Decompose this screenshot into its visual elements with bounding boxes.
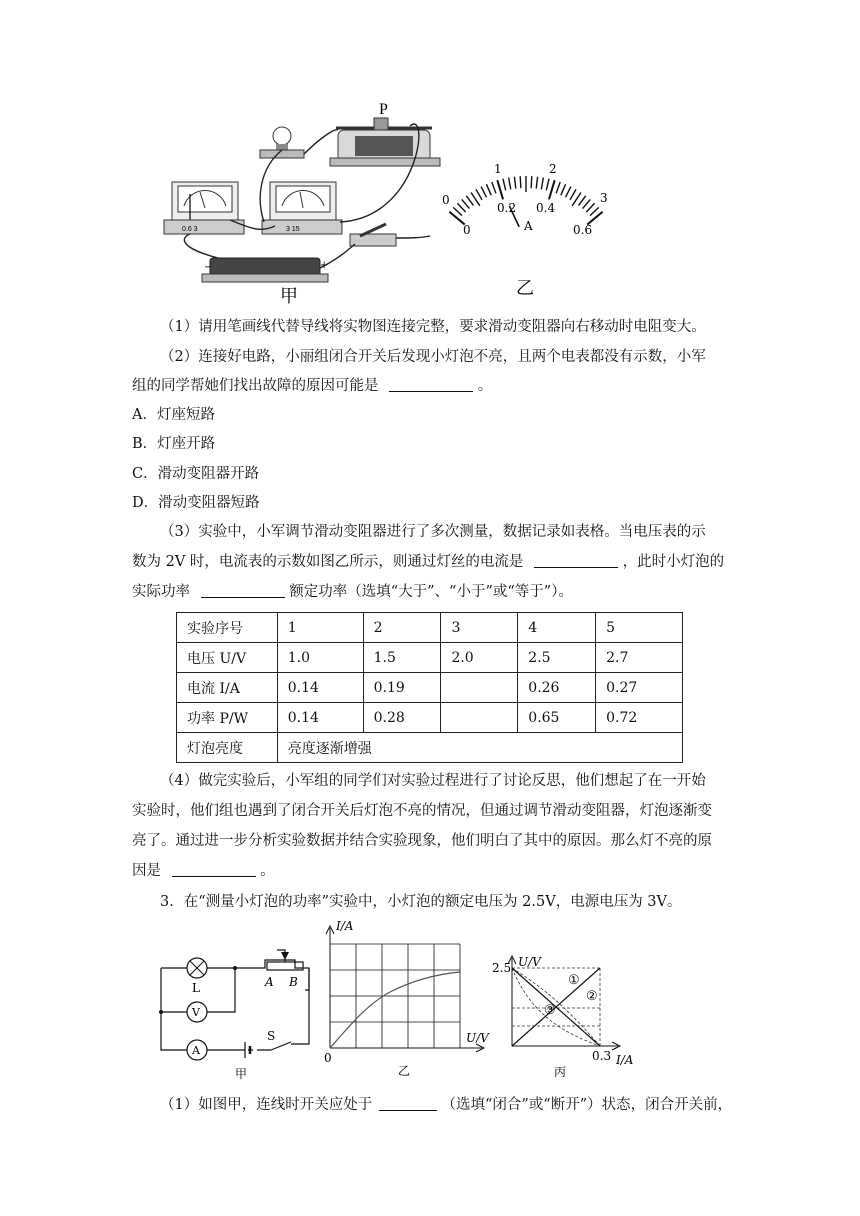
q3-line2-end: ，此时小灯泡的 [622, 554, 725, 570]
lamp-symbol [187, 958, 207, 978]
table-cell: 1 [277, 613, 363, 643]
table-row [177, 643, 683, 673]
option-d: D．滑动变阻器短路 [132, 495, 260, 511]
dial-tick [486, 184, 491, 195]
table-cell: 电压 U/V [177, 643, 278, 673]
table-cell: 0.72 [596, 703, 683, 733]
rheostat-b-label: B [289, 975, 298, 989]
dial-tick [549, 180, 555, 199]
table-cell: 5 [596, 613, 683, 643]
table-cell [441, 673, 518, 703]
graph-bing-caption: 丙 [554, 1065, 567, 1079]
dial-tick [590, 207, 599, 215]
q2-line1: （2）连接好电路，小丽组闭合开关后发现小灯泡不亮，且两个电表都没有示数，小军 [160, 349, 706, 365]
graph-yi-caption: 乙 [398, 1064, 411, 1078]
ammeter-symbol [187, 1040, 207, 1060]
option-c: C．滑动变阻器开路 [132, 466, 260, 482]
circuit-caption: 甲 [235, 1067, 248, 1081]
graph-yi-curve [330, 972, 460, 1048]
graph-yi-xlabel: U/V [466, 1031, 489, 1045]
q2-line2 [132, 371, 492, 401]
q3-power-blank[interactable] [201, 579, 285, 598]
dial-lower-02: 0.2 [497, 201, 517, 215]
q1-text: （1）请用笔画线代替导线将实物图连接完整，要求滑动变阻器向右移动时电阻变大。 [160, 319, 706, 335]
curve-label-3: ③ [544, 1003, 556, 1018]
dial-lower-06: 0.6 [573, 223, 593, 237]
table-cell: 4 [518, 613, 596, 643]
problem-3-stem: 3．在“测量小灯泡的功率”实验中，小灯泡的额定电压为 2.5V，电源电压为 3V。 [160, 894, 682, 910]
figure1-caption-jia: 甲 [280, 286, 298, 307]
dial-tick [583, 199, 591, 208]
table-cell [441, 703, 518, 733]
q3-line3-end: 额定功率（选填“大于”、“小于”或“等于”）。 [289, 584, 573, 600]
table-cell: 2.7 [596, 643, 683, 673]
svg-text:−: − [204, 262, 213, 273]
dial-upper-1: 1 [494, 162, 502, 176]
bulb-device [260, 127, 304, 158]
dial-tick [509, 178, 511, 190]
table-row [177, 613, 683, 643]
ammeter-device [164, 182, 244, 234]
q4-answer-blank[interactable] [172, 858, 256, 877]
graph-bing [490, 952, 640, 1082]
lamp-label: L [192, 981, 200, 995]
q3-line2-text: 数为 2V 时，电流表的示数如图乙所示，则通过灯丝的电流是 [132, 554, 524, 570]
dial-tick [497, 180, 503, 199]
dial-tick [476, 189, 482, 199]
ammeter-terminal-labels: 0.6 3 [182, 226, 198, 233]
table-cell: 实验序号 [177, 613, 278, 643]
table-cell: 3 [441, 613, 518, 643]
graph-bing-ylabel: U/V [518, 955, 541, 969]
table-cell: 0.65 [518, 703, 596, 733]
q3-line3 [132, 577, 573, 607]
option-b: B．灯座开路 [132, 436, 216, 452]
graph-yi-origin: 0 [324, 1051, 332, 1065]
switch-state-blank[interactable] [379, 1092, 437, 1111]
figure1-caption-yi: 乙 [516, 278, 534, 299]
table-cell: 0.26 [518, 673, 596, 703]
final-question-end: （选填“闭合”或“断开”）状态，闭合开关前， [441, 1097, 733, 1113]
dial-tick [546, 179, 549, 191]
table-cell: 2.5 [518, 643, 596, 673]
switch-label: S [267, 1029, 276, 1043]
dial-upper-0: 0 [442, 193, 450, 207]
dial-tick [531, 176, 532, 188]
dial-unit: A [524, 219, 533, 233]
table-cell: 0.19 [363, 673, 441, 703]
table-row [177, 733, 683, 763]
table-cell: 亮度逐渐增强 [277, 733, 682, 763]
q3-line3-text: 实际功率 [132, 584, 190, 600]
voltmeter-label: V [192, 1006, 200, 1019]
table-row [177, 703, 683, 733]
switch-device [350, 224, 396, 246]
graph-yi [318, 918, 498, 1082]
dial-tick [579, 196, 586, 206]
dial-tick [556, 182, 560, 193]
table-row [177, 673, 683, 703]
rheostat-device [330, 101, 440, 166]
dial-tick [520, 176, 521, 188]
dial-tick [453, 207, 462, 215]
table-cell: 电流 I/A [177, 673, 278, 703]
table-cell: 2.0 [441, 643, 518, 673]
final-question-text: （1）如图甲，连线时开关应处于 [160, 1097, 373, 1113]
q4-line4-text: 因是 [132, 863, 161, 879]
graph-yi-ylabel: I/A [336, 919, 354, 933]
dial-upper-2: 2 [549, 162, 557, 176]
option-a: A．灯座短路 [132, 407, 215, 423]
q4-line3: 亮了。通过进一步分析实验数据并结合实验现象，他们明白了其中的原因。那么灯不亮的原 [132, 833, 712, 849]
table-cell: 1.0 [277, 643, 363, 673]
q2-line2-text: 组的同学帮她们找出故障的原因可能是 [132, 378, 379, 394]
table-cell: 功率 P/W [177, 703, 278, 733]
data-table [176, 612, 683, 763]
q4-line1: （4）做完实验后，小军组的同学们对实验过程进行了讨论反思，他们想起了在一开始 [160, 773, 706, 789]
q2-line2-end: 。 [477, 378, 493, 394]
figure-circuit-diagram [155, 938, 315, 1088]
dial-tick [466, 196, 473, 206]
table-cell: 0.27 [596, 673, 683, 703]
curve-label-2: ② [586, 989, 598, 1004]
dial-tick [586, 203, 594, 212]
rheostat-p-label: P [379, 101, 388, 118]
graph-yi-grid [330, 944, 460, 1048]
voltmeter-symbol [187, 1002, 207, 1022]
dial-tick [462, 199, 470, 208]
q4-line2: 实验时，他们组也遇到了闭合开关后灯泡不亮的情况，但通过调节滑动变阻器，灯泡逐渐变 [132, 803, 712, 819]
table-cell: 1.5 [363, 643, 441, 673]
dial-tick [503, 179, 506, 191]
dial-tick [536, 177, 537, 189]
q3-line1: （3）实验中，小军调节滑动变阻器进行了多次测量，数据记录如表格。当电压表的示 [160, 524, 706, 540]
dial-lower-04: 0.4 [536, 201, 556, 215]
voltmeter-terminal-labels: 3 15 [286, 226, 300, 233]
dial-tick [481, 187, 486, 198]
dial-tick [541, 178, 543, 190]
table-cell: 0.14 [277, 703, 363, 733]
graph-bing-xlabel: I/A [616, 1053, 634, 1067]
dial-tick [561, 184, 566, 195]
table-cell: 0.14 [277, 673, 363, 703]
ammeter-dial-yi [436, 156, 626, 302]
q3-line2 [132, 547, 724, 577]
dial-tick [570, 189, 576, 199]
dial-tick [514, 177, 515, 189]
q4-line4 [132, 856, 275, 886]
q4-line4-end: 。 [260, 863, 275, 879]
rheostat-a-label: A [265, 975, 274, 989]
final-question-line [160, 1090, 732, 1120]
graph-bing-xtick: 0.3 [592, 1049, 612, 1063]
table-cell: 2 [363, 613, 441, 643]
graph-bing-ytick: 2.5 [492, 961, 512, 975]
svg-text:+: + [320, 260, 329, 271]
dial-tick [492, 182, 496, 193]
dial-lower-0: 0 [463, 223, 471, 237]
battery-device [202, 258, 328, 282]
dial-tick-marks [449, 176, 602, 225]
dial-upper-3: 3 [600, 191, 608, 205]
table-cell: 灯泡亮度 [177, 733, 278, 763]
curve-label-1: ① [568, 973, 580, 988]
dial-tick [565, 187, 570, 198]
q2-answer-blank[interactable] [389, 373, 473, 392]
table-cell: 0.28 [363, 703, 441, 733]
q3-current-blank[interactable] [534, 549, 618, 568]
ammeter-label: A [192, 1044, 200, 1057]
dial-tick [457, 203, 465, 212]
